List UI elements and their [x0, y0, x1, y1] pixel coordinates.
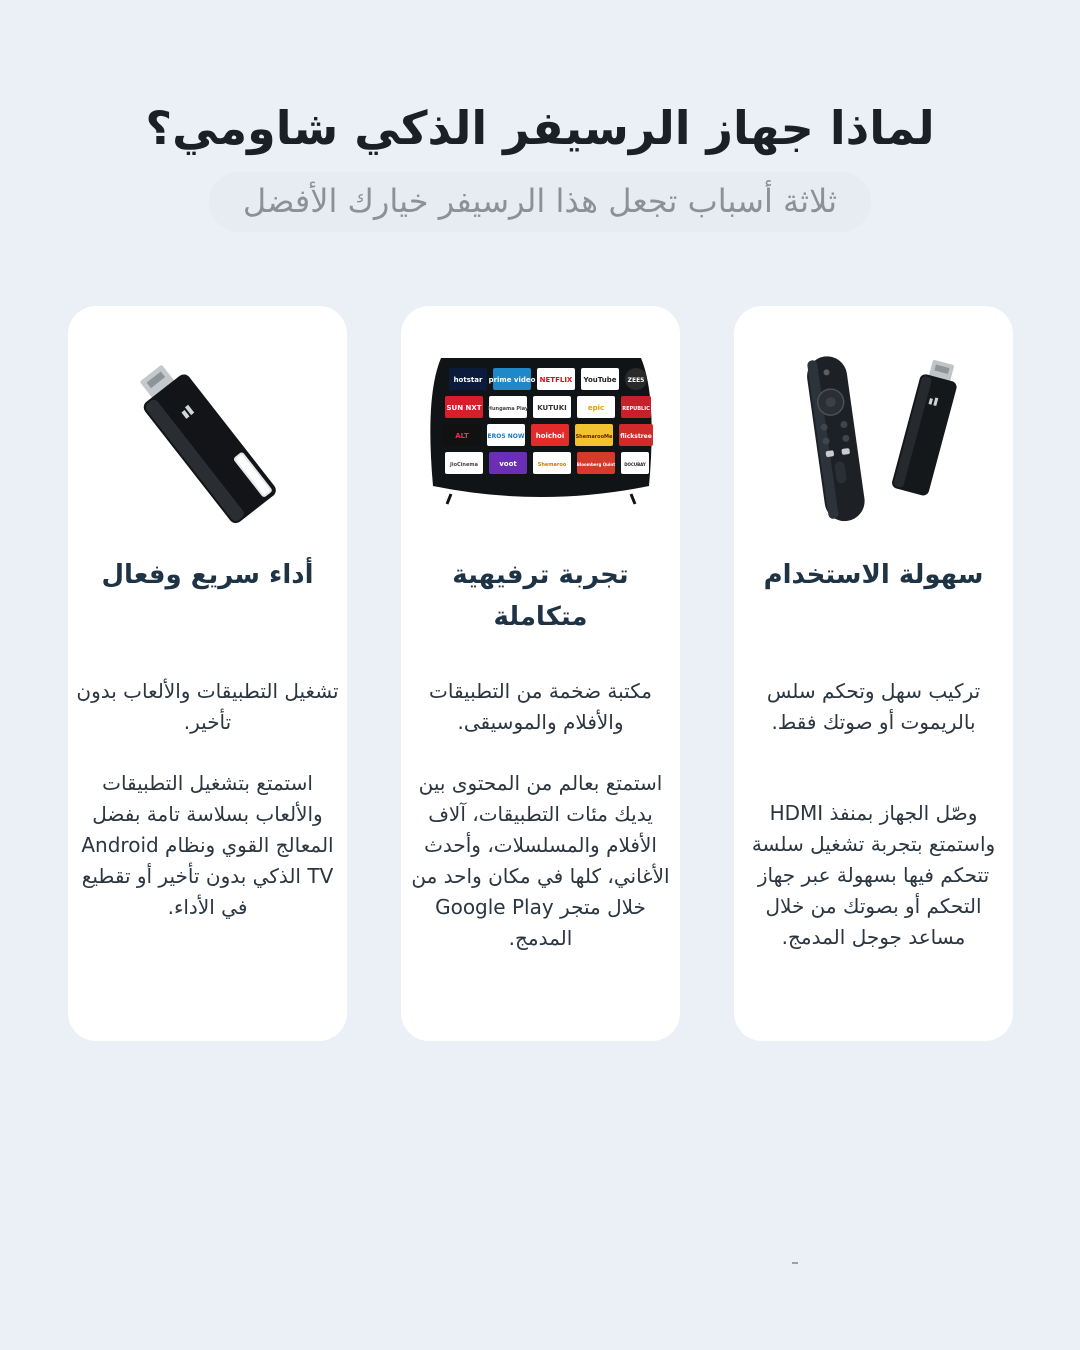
app-tile-label: ShemarooMe [575, 434, 612, 440]
app-tile-label: SUN NXT [445, 404, 482, 412]
app-tile-label: prime video [488, 376, 535, 384]
card-paragraph-short: تركيب سهل وتحكم سلس بالريموت أو صوتك فقط. [766, 679, 981, 734]
app-tile-label: ALT [454, 432, 469, 440]
app-tile-label: hoichoi [535, 432, 564, 440]
header [0, 92, 1080, 232]
app-tile-label: Shemaroo [537, 462, 566, 468]
app-tile-label: JioCinema [449, 462, 478, 468]
app-tile-label: KUTUKI [536, 404, 567, 412]
card-title: أداء سريع وفعال [101, 560, 314, 590]
app-tile-label: flickstree [619, 433, 652, 440]
feature-card-ease-of-use [734, 306, 1013, 1041]
subtitle-pill [209, 172, 871, 232]
page-subtitle: ثلاثة أسباب تجعل هذا الرسيفر خيارك الأفضل [242, 182, 838, 220]
app-tile-label: Bloomberg Quint [576, 462, 615, 467]
card-title: تجربة ترفيهية متكاملة [452, 560, 629, 632]
app-tile-label: epic [587, 404, 604, 412]
app-tile-label: voot [498, 460, 517, 468]
app-tile-label: NETFLIX [539, 376, 572, 384]
card-paragraph-long: وصّل الجهاز بمنفذ HDMI واستمتع بتجربة تشغيل سلسة تتحكم فيها بسهولة عبر جهاز التحكم أو بصوتك من خلال مساعد جوجل المدمج. [751, 801, 996, 949]
app-tile-label: DOCUBAY [623, 462, 646, 467]
feature-card-entertainment [401, 306, 680, 1041]
decorative-mark [792, 1262, 798, 1264]
tv-stick-image [68, 350, 347, 530]
app-tile-label: hotstar [453, 376, 482, 384]
streaming-apps-tv-image [401, 350, 680, 530]
app-tile-label: REPUBLIC [621, 406, 650, 412]
app-tile-label: YouTube [583, 376, 616, 384]
remote-and-stick-image [734, 350, 1013, 530]
feature-card-performance [68, 306, 347, 1041]
app-tile-label: EROS NOW [487, 433, 524, 440]
card-title: سهولة الاستخدام [763, 560, 984, 590]
card-paragraph-short: مكتبة ضخمة من التطبيقات والأفلام والموسيقى. [429, 679, 652, 734]
app-tile-label: ZEE5 [627, 377, 644, 384]
page-title: لماذا جهاز الرسيفر الذكي شاومي؟ [145, 101, 935, 155]
card-paragraph-long: استمتع بعالم من المحتوى بين يديك مئات التطبيقات، آلاف الأفلام والمسلسلات، وأحدث الأغاني، كلها في مكان واحد من خلال متجر Google Play المدمج. [411, 771, 670, 950]
app-tile-label: Hungama Play [487, 406, 528, 412]
card-paragraph-long: استمتع بتشغيل التطبيقات والألعاب بسلاسة تامة بفضل المعالج القوي ونظام Android TV الذكي بدون تأخير أو تقطيع في الأداء. [81, 771, 334, 919]
feature-cards [67, 306, 1013, 1041]
card-paragraph-short: تشغيل التطبيقات والألعاب بدون تأخير. [76, 679, 339, 734]
